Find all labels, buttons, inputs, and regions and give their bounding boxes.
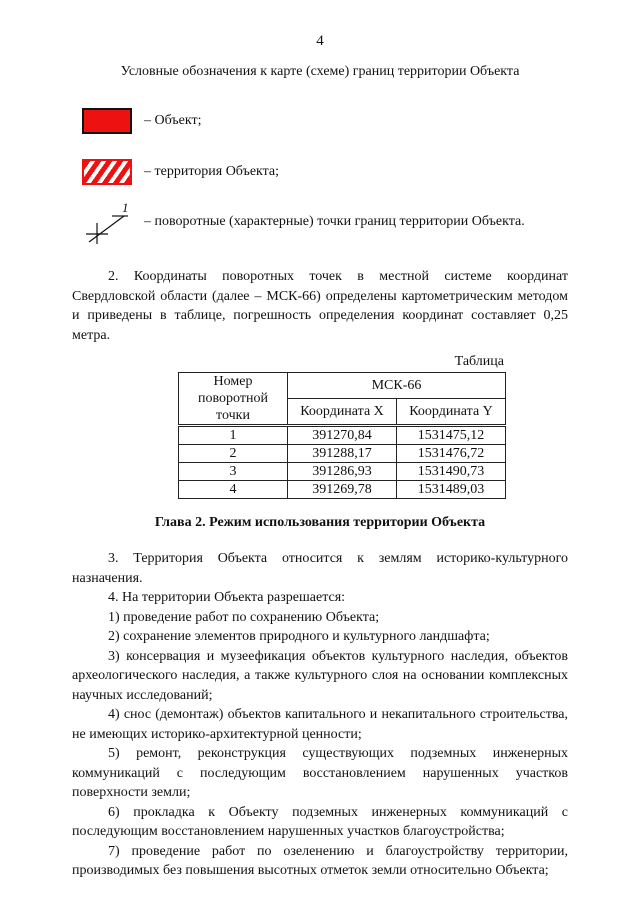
- header-point-number: Номер поворотной точки: [179, 373, 288, 426]
- legend-title: Условные обозначения к карте (схеме) границ территории Объекта: [120, 64, 520, 79]
- table-row: [179, 481, 506, 499]
- cell-x: 391286,93: [288, 463, 397, 481]
- table-row: [179, 426, 506, 445]
- legend-label-object: – Объект;: [144, 113, 202, 128]
- turning-point-label: 1: [122, 200, 129, 215]
- list-item: 4) снос (демонтаж) объектов капитального и некапитального строительства, не имеющих историко-архитектурной ценности;: [72, 707, 568, 742]
- cell-number: 2: [179, 445, 288, 463]
- hatched-territory-icon: [82, 159, 132, 185]
- legend-label-territory: – территория Объекта;: [144, 164, 280, 179]
- list-item: 1) проведение работ по сохранению Объекта;: [108, 609, 380, 625]
- legend-item-object: [82, 104, 201, 138]
- table-row: [179, 463, 506, 481]
- paragraph-3: 3. Территория Объекта относится к землям историко-культурного назначения.: [72, 551, 568, 586]
- legend-label-turning-point: – поворотные (характерные) точки границ территории Объекта.: [144, 214, 525, 229]
- cell-number: 4: [179, 481, 288, 499]
- chapter-title: Глава 2. Режим использования территории Объекта: [154, 515, 486, 530]
- object-fill-icon: [82, 108, 132, 134]
- list-item: 6) прокладка к Объекту подземных инженерных коммуникаций с последующим восстановлением нарушенных участков благоустройства;: [72, 804, 568, 839]
- header-coordinate-y: Координата Y: [397, 399, 506, 426]
- cell-y: 1531490,73: [397, 463, 506, 481]
- cell-y: 1531475,12: [397, 426, 506, 445]
- header-coordinate-system: МСК-66: [288, 373, 506, 399]
- paragraph-2: 2. Координаты поворотных точек в местной системе координат Свердловской области (далее – МСК-66) определены картометрическим методом и приведены в таблице, погрешность определения координат составляет 0,25 метра.: [72, 269, 568, 343]
- list-item: 2) сохранение элементов природного и культурного ландшафта;: [108, 629, 490, 644]
- legend-item-turning-point: [82, 200, 525, 244]
- table-row: [179, 445, 506, 463]
- coordinates-table: [178, 372, 506, 499]
- list-item: 3) консервация и музеефикация объектов культурного наследия, объектов археологического наследия, а также культурного слоя на основании комплексных научных исследований;: [72, 648, 568, 703]
- cell-y: 1531489,03: [397, 481, 506, 499]
- section-body: [72, 549, 568, 881]
- list-item: 7) проведение работ по озеленению и благоустройству территории, производимых без повышения высотных отметок земли относительно Объекта;: [72, 843, 568, 878]
- paragraph-4: 4. На территории Объекта разрешается:: [108, 590, 346, 605]
- list-item: 5) ремонт, реконструкция существующих подземных инженерных коммуникаций с последующим восстановлением нарушенных участков поверхности земли;: [72, 746, 568, 800]
- cell-x: 391269,78: [288, 481, 397, 499]
- turning-point-icon: [82, 200, 132, 244]
- cell-number: 1: [179, 426, 288, 445]
- cell-number: 3: [179, 463, 288, 481]
- legend-item-territory: [82, 155, 279, 189]
- cell-x: 391270,84: [288, 426, 397, 445]
- page-number: 4: [316, 33, 324, 49]
- cell-y: 1531476,72: [397, 445, 506, 463]
- header-coordinate-x: Координата X: [288, 399, 397, 426]
- table-caption: Таблица: [454, 354, 504, 369]
- cell-x: 391288,17: [288, 445, 397, 463]
